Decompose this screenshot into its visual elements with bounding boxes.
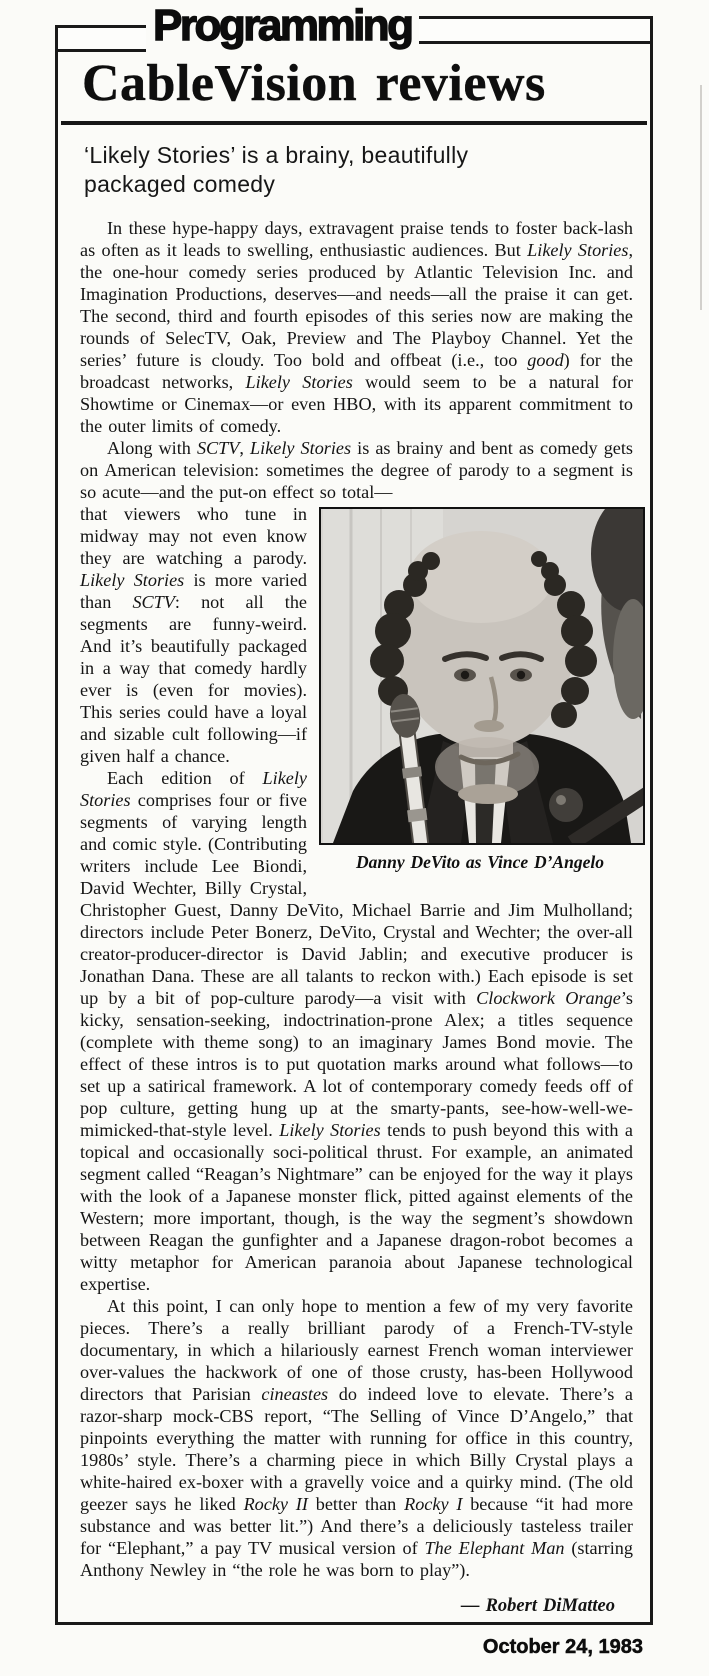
article-frame xyxy=(55,28,653,1625)
scan-edge-artifact xyxy=(700,85,702,310)
masthead-tab-left xyxy=(55,25,155,52)
paragraph-2-lead: Along with SCTV, Likely Stories is as brainy and bent as comedy gets on American television: sometimes the degree of parody to a segment is so acute—and the put-on effect so total— xyxy=(80,438,633,503)
masthead-tab-right xyxy=(404,16,653,44)
paragraph-3: Each edition of Likely Stories comprises four or five segments of varying length and comic style. (Contributing writers include Lee Biondi, David Wechter, Billy Crystal, Christopher Guest, Danny DeVito, Michael Barrie and Jim Mulholland; directors include Peter Bonerz, DeVito, Crystal and Wechter; the over-all creator-producer-director is David Jablin; and executive producer is Jonathan Dana. These are all talants to reckon with.) Each episode is set up by a bit of pop-culture parody—a visit with Clockwork Orange’s kicky, sensation-seeking, indoctrination-prone Alex; a titles sequence (complete with theme song) to an imaginary James Bond movie. The effect of these intros is to put quotation marks around what follows—to set up a satirical framework. A lot of contemporary comedy feeds off of pop culture, getting hung up at the smarty-pants, see-how-well-we-mimicked-that-style level. Likely Stories tends to push beyond this with a topical and occasionally soci-political thrust. For example, an animated segment called “Reagan’s Nightmare” can be enjoyed for the way it plays with the look of a Japanese monster flick, pitted against elements of the Western; more important, though, is the way the segment’s showdown between Reagan the gunfighter and a Japanese dragon-robot becomes a witty metaphor for American paranoia about Japanese technological expertise. xyxy=(80,768,633,1295)
photo-caption: Danny DeVito as Vince D’Angelo xyxy=(356,852,604,873)
article-body xyxy=(80,217,633,1617)
byline: — Robert DiMatteo xyxy=(461,1596,615,1617)
title-rule xyxy=(61,121,647,125)
paragraph-2-wrap: that viewers who tune in midway may not even know they are watching a parody. Likely Stories is more varied than SCTV: not all the segments are funny-weird. And it’s beautifully packaged in a way that comedy hardly ever is (even for movies). This series could have a loyal and sizable cult following—if given half a chance. xyxy=(80,504,307,767)
issue-date: October 24, 1983 xyxy=(482,1636,643,1658)
photo-figure xyxy=(319,507,641,873)
article-subtitle: ‘Likely Stories’ is a brainy, beautifully packaged comedy xyxy=(84,142,469,198)
paragraph-1: In these hype-happy days, extravagent praise tends to foster back-lash as often as it leads to swelling, enthusiastic audiences. But Likely Stories, the one-hour comedy series produced by Atlantic Television Inc. and Imagination Productions, deserves—and needs—all the praise it can get. The second, third and fourth episodes of this series now are making the rounds of SelecTV, Oak, Preview and The Playboy Channel. Yet the series’ future is cloudy. Too bold and offbeat (i.e., too good) for the broadcast networks, Likely Stories would seem to be a natural for Showtime or Cinemax—or even HBO, with its apparent commitment to the outer limits of comedy. xyxy=(80,218,633,437)
article-title: CableVision reviews xyxy=(82,55,546,112)
devito-portrait-photo xyxy=(319,507,645,845)
section-label: Programming xyxy=(146,1,419,54)
paragraph-4: At this point, I can only hope to mention a few of my very favorite pieces. There’s a really brilliant parody of a French-TV-style documentary, in which a hilariously earnest French woman interviewer over-values the hackwork of one of those crusty, has-been Hollywood directors that Parisian cineastes do indeed love to elevate. There’s a razor-sharp mock-CBS report, “The Selling of Vince D’Angelo,” that pinpoints everything the matter with running for office in this country, 1980s’ style. There’s a charming piece in which Billy Crystal plays a white-haired ex-boxer with a gravelly voice and a quirky mind. (The old geezer says he liked Rocky II better than Rocky I because “it had more substance and was better lit.”) And there’s a deliciously tasteless trailer for “Elephant,” a pay TV musical version of The Elephant Man (starring Anthony Newley in “the role he was born to play”). xyxy=(80,1296,634,1581)
